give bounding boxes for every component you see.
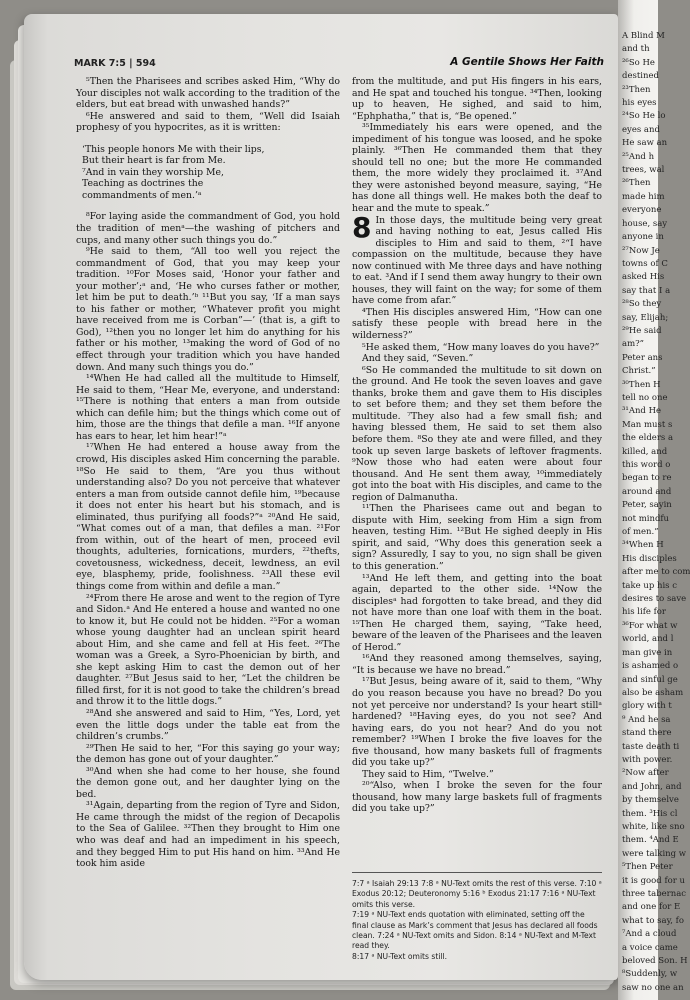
next-page-line: world, and l	[622, 634, 674, 645]
next-page-line: glory with t	[622, 701, 672, 712]
next-page-line: what to say, fo	[622, 915, 684, 926]
verse-paragraph: ¹⁷But Jesus, being aware of it, said to them, “Why do you reason because you have no bread? Do you not yet perceive nor understand? Is your heart stillᵃ hardened? ¹⁸Having eyes, do you not see? And having ears, do you not hear? And do you not remember? ¹⁹When I broke the five loaves for the five thousand, how many baskets full of fragments did you take up?”	[352, 676, 602, 769]
next-page-line: ²⁴So He lo	[622, 111, 666, 122]
next-page-line: is ashamed o	[622, 661, 679, 672]
next-page-line: and John, and	[622, 781, 682, 792]
verse-paragraph: ¹¹Then the Pharisees came out and began to dispute with Him, seeking from Him a sign from heaven, testing Him. ¹²But He sighed deeply in His spirit, and said, “Why does this generation seek a sign? Assuredly, I say to you, no sign shall be given to this generation.”	[352, 503, 602, 572]
next-page-line: ³⁰Then H	[622, 379, 661, 390]
next-page-line: ²⁶So He	[622, 57, 655, 68]
next-page-line: Man must s	[622, 419, 673, 430]
verse-paragraph: ¹⁷When He had entered a house away from the crowd, His disciples asked Him concerning the parable. ¹⁸So He said to them, “Are you thus without understanding also? Do you not perceive that whatever enters a man from outside cannot defile him, ¹⁹because it does not enter his heart but his stomach, and is eliminated, thus purifying all foods?”ᵃ ²⁰And He said, “What comes out of a man, that defiles a man. ²¹For from within, out of the heart of men, proceed evil thoughts, adulteries, fornications, murders, ²²thefts, covetousness, wickedness, deceit, lewdness, an evil eye, blasphemy, pride, foolishness. ²³All these evil things come from within and defile a man.”	[76, 442, 340, 592]
next-page-line: A Blind M	[622, 31, 665, 41]
next-page-line: and th	[622, 44, 650, 55]
verse-paragraph: ¹⁶And they reasoned among themselves, saying, “It is because we have no bread.”	[352, 653, 602, 676]
next-page-line: asked His	[622, 272, 665, 283]
next-page-line: Peter, sayin	[622, 500, 672, 511]
next-page-text	[622, 30, 690, 995]
next-page-line: taste death ti	[622, 741, 680, 752]
footnote-line: 7:19 ᵃ NU-Text ends quotation with eliminated, setting off the final clause as Mark’s comment that Jesus has declared all foods clean. 7:24 ᵃ NU-Text omits and Sidon. 8:14 ᵃ NU-Text and M-Text read they.	[352, 910, 598, 951]
next-page-line: and sinful ge	[622, 674, 678, 685]
next-page-line: made him	[622, 191, 665, 202]
verse-paragraph: ¹⁴When He had called all the multitude to Himself, He said to them, “Hear Me, everyone, and understand: ¹⁵There is nothing that enters a man from outside which can defile him; but the things which come out of him, those are the things that defile a man. ¹⁶If anyone has ears to hear, let him hear!”ᵃ	[76, 373, 340, 442]
verse-paragraph: ²⁹Then He said to her, “For this saying go your way; the demon has gone out of your daughter.”	[76, 742, 340, 766]
next-page-line: His disciples	[622, 553, 677, 564]
next-page-line: Christ.”	[622, 366, 656, 377]
next-page-line: three tabernac	[622, 889, 687, 899]
next-page-line: ⁷And a cloud	[622, 929, 677, 940]
next-page-line: with power.	[622, 754, 673, 765]
verse-paragraph: ⁸For laying aside the commandment of God, you hold the tradition of menᵃ—the washing of pitchers and cups, and many other such things you do.”	[76, 211, 340, 246]
next-page-line: trees, wal	[622, 165, 665, 176]
chapter-8-opening	[352, 210, 602, 307]
poetry-quote: ‘This people honors Me with their lips, But their heart is far from Me. ⁷And in vain they worship Me, Teaching as doctrines the commandments of men.’ᵃ	[82, 143, 265, 201]
next-page-line: He saw an	[622, 138, 668, 149]
next-page-line: anyone in	[622, 232, 664, 243]
next-page-line: around and	[622, 486, 672, 497]
running-head-left: MARK 7:5 | 594	[74, 58, 156, 69]
right-column	[352, 76, 602, 815]
verse-paragraph: And they said, “Seven.”	[362, 353, 474, 365]
footnotes	[352, 872, 602, 962]
next-page-line: man give in	[622, 647, 673, 658]
verse-paragraph: ⁵He asked them, “How many loaves do you have?”	[362, 341, 600, 353]
next-page-line: stand there	[622, 728, 672, 739]
next-page-line: take up his c	[622, 580, 678, 591]
next-page-line: beloved Son. H	[622, 956, 688, 967]
next-page-line: ³¹And He	[622, 406, 662, 417]
verse-paragraph: ⁹He said to them, “All too well you reject the commandment of God, that you may keep your tradition. ¹⁰For Moses said, ‘Honor your father and your mother’;ᵃ and, ‘He who curses father or mother, let him be put to death.’ᵇ ¹¹But you say, ‘If a man says to his father or mother, “Whatever profit you might have received from me is Corban”—’ (that is, a gift to God), ¹²then you no longer let him do anything for his father or his mother, ¹³making the word of God of no effect through your tradition which you have handed down. And many such things you do.”	[76, 246, 340, 373]
verse-paragraph: ³⁰And when she had come to her house, she found the demon gone out, and her daughter lying on the bed.	[76, 765, 340, 800]
next-page-line: ⁵Then Peter	[622, 862, 673, 873]
verse-paragraph: They said to Him, “Twelve.”	[362, 768, 494, 780]
next-page-line: his life for	[622, 607, 666, 618]
next-page-line: eyes and	[622, 124, 660, 135]
next-page-line: say that I a	[622, 285, 671, 296]
next-page-line: his eyes	[622, 98, 657, 109]
next-page-line: saw no one an	[622, 982, 684, 993]
verse-paragraph: ⁶So He commanded the multitude to sit down on the ground. And He took the seven loaves and gave thanks, broke them and gave them to His disciples to set before them; and they set them before the multitude. ⁷They also had a few small fish; and having blessed them, He said to set them also before them. ⁸So they ate and were filled, and they took up seven large baskets of leftover fragments. ⁹Now those who had eaten were about four thousand. And He sent them away, ¹⁰immediately got into the boat with His disciples, and came to the region of Dalmanutha.	[352, 364, 602, 503]
bible-page	[24, 14, 618, 980]
next-page-line: towns of C	[622, 258, 668, 269]
next-page-line: ²⁹He said	[622, 325, 662, 336]
next-page-line: after me to com	[622, 567, 690, 578]
next-page-line: were talking w	[622, 848, 687, 859]
next-page-line: ²⁵And h	[622, 151, 655, 162]
verse-paragraph: ⁶He answered and said to them, “Well did Isaiah prophesy of you hypocrites, as it is written:	[76, 110, 340, 134]
running-head-right: A Gentile Shows Her Faith	[450, 56, 604, 68]
next-page-line: everyone	[622, 205, 662, 216]
next-page-line: ²³Then	[622, 84, 651, 95]
verse-paragraph: ³¹Again, departing from the region of Tyre and Sidon, He came through the midst of the region of Decapolis to the Sea of Galilee. ³²Then they brought to Him one who was deaf and had an impediment in his speech, and they begged Him to put His hand on him. ³³And He took him aside	[76, 800, 340, 870]
next-page-line: ²Now after	[622, 768, 669, 779]
next-page-line: not mindfu	[622, 513, 670, 524]
next-page-line: ⁹ And he sa	[622, 714, 671, 725]
next-page-line: also be asham	[622, 687, 684, 698]
footnote-line: 8:17 ᵃ NU-Text omits still.	[352, 951, 448, 961]
next-page-line: desires to save	[622, 594, 687, 605]
next-page-line: ³⁴When H	[622, 540, 664, 551]
next-page-line: ²⁶Then	[622, 178, 651, 189]
next-page-line: say, Elijah;	[622, 312, 669, 323]
next-page-line: the elders a	[622, 433, 674, 444]
next-page-line: white, like sno	[622, 821, 685, 832]
next-page-line: it is good for u	[622, 875, 685, 886]
next-page-line: this word o	[622, 460, 671, 470]
next-page-line: ⁸Suddenly, w	[622, 969, 678, 980]
chapter-number: 8	[352, 210, 372, 244]
next-page-line: tell no one	[622, 392, 668, 403]
next-page-line: ²⁷Now Je	[622, 245, 660, 256]
next-page-line: them. ³His cl	[622, 808, 678, 819]
chapter-8-text: In those days, the multitude being very great and having nothing to eat, Jesus called His disciples to Him and said to them, ²“I have compassion on the multitude, because they have now continued with Me three days and have nothing to eat. ³And if I send them away hungry to their own houses, they will faint on the way; for some of them have come from afar.”	[352, 214, 602, 307]
verse-paragraph: ³⁵Immediately his ears were opened, and the impediment of his tongue was loosed, and he spoke plainly. ³⁶Then He commanded them that they should tell no one; but the more He commanded them, the more widely they proclaimed it. ³⁷And they were astonished beyond measure, saying, “He has done all things well. He makes both the deaf to hear and the mute to speak.”	[352, 122, 602, 215]
next-page-line: by themselve	[622, 795, 679, 806]
next-page-line: of men.”	[622, 527, 659, 538]
footnote-line: 7:7 ᵃ Isaiah 29:13 7:8 ᵃ NU-Text omits the rest of this verse. 7:10 ᵃ Exodus 20:12; Deuteronomy 5:16 ᵇ Exodus 21:17 7:16 ᵃ NU-Text omits this verse.	[352, 879, 602, 909]
next-page-line: killed, and	[622, 446, 668, 457]
next-page-line: a voice came	[622, 942, 678, 953]
verse-paragraph: ¹³And He left them, and getting into the boat again, departed to the other side. ¹⁴Now the disciplesᵃ had forgotten to take bread, and they did not have more than one loaf with them in the boat. ¹⁵Then He charged them, saying, “Take heed, beware of the leaven of the Pharisees and the leaven of Herod.”	[352, 572, 602, 653]
next-page-line: house, say	[622, 218, 668, 229]
verse-paragraph: ²⁰“Also, when I broke the seven for the four thousand, how many large baskets full of fragments did you take up?”	[352, 780, 602, 815]
verse-paragraph: ⁵Then the Pharisees and scribes asked Him, “Why do Your disciples not walk according to the tradition of the elders, but eat bread with unwashed hands?”	[76, 76, 340, 111]
next-page-line: ²⁸So they	[622, 299, 662, 310]
next-page-line: destined	[622, 71, 659, 82]
verse-paragraph: ⁴Then His disciples answered Him, “How can one satisfy these people with bread here in the wilderness?”	[352, 306, 602, 342]
next-page-line: am?”	[622, 339, 645, 350]
left-column	[76, 76, 340, 870]
verse-paragraph: from the multitude, and put His fingers in his ears, and He spat and touched his tongue. ³⁴Then, looking up to heaven, He sighed, and said to him, “Ephphatha,” that is, “Be opened.”	[352, 76, 602, 122]
next-page-strip	[618, 0, 690, 1000]
verse-paragraph: ²⁸And she answered and said to Him, “Yes, Lord, yet even the little dogs under the table eat from the children’s crumbs.”	[76, 707, 340, 743]
next-page-line: and one for E	[622, 902, 681, 913]
next-page-line: them. ⁴And E	[622, 835, 679, 846]
next-page-line: Peter ans	[622, 352, 663, 363]
verse-paragraph: ²⁴From there He arose and went to the region of Tyre and Sidon.ᵃ And He entered a house and wanted no one to know it, but He could not be hidden. ²⁵For a woman whose young daughter had an unclean spirit heard about Him, and she came and fell at His feet. ²⁶The woman was a Greek, a Syro-Phoenician by birth, and she kept asking Him to cast the demon out of her daughter. ²⁷But Jesus said to her, “Let the children be filled first, for it is not good to take the children’s bread and throw it to the little dogs.”	[76, 592, 340, 708]
next-page-line: began to re	[622, 473, 672, 484]
next-page-line: ³⁶For what w	[622, 620, 678, 631]
